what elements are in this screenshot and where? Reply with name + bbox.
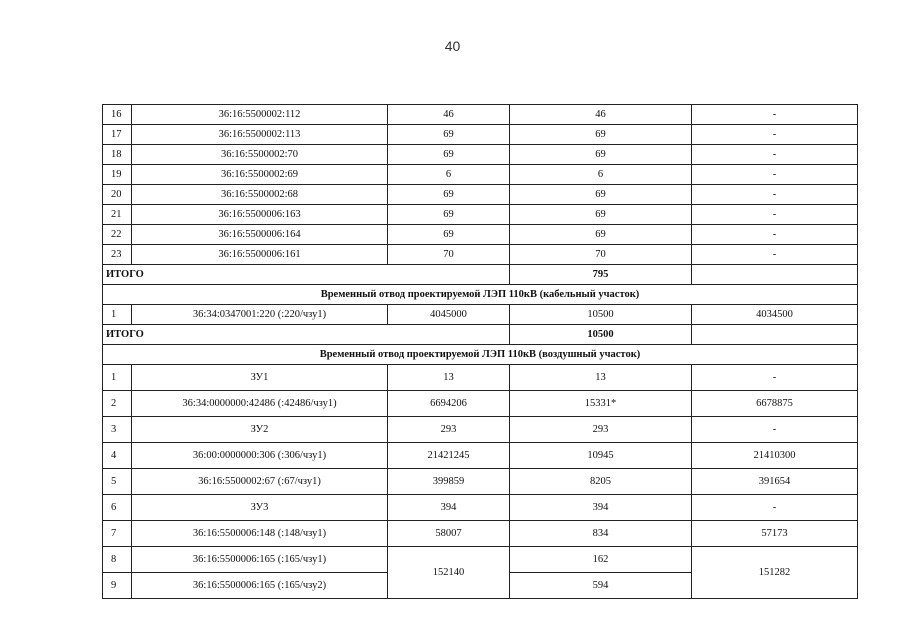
- table-row: 6 ЗУ3 394 394 -: [103, 495, 858, 521]
- table-row: 4 36:00:0000000:306 (:306/чзу1) 21421245 10945 21410300: [103, 443, 858, 469]
- table-row: 3 ЗУ2 293 293 -: [103, 417, 858, 443]
- table-row: 22 36:16:5500006:164 69 69 -: [103, 225, 858, 245]
- table-row: 20 36:16:5500002:68 69 69 -: [103, 185, 858, 205]
- land-plots-table: [102, 104, 858, 599]
- table-row: 9 36:16:5500006:165 (:165/чзу2) 594: [103, 573, 858, 599]
- table-row: 19 36:16:5500002:69 6 6 -: [103, 165, 858, 185]
- table-row: 7 36:16:5500006:148 (:148/чзу1) 58007 834 57173: [103, 521, 858, 547]
- table-row: 18 36:16:5500002:70 69 69 -: [103, 145, 858, 165]
- table-row: 23 36:16:5500006:161 70 70 -: [103, 245, 858, 265]
- table-row: 2 36:34:0000000:42486 (:42486/чзу1) 6694206 15331* 6678875: [103, 391, 858, 417]
- table-row: 5 36:16:5500002:67 (:67/чзу1) 399859 8205 391654: [103, 469, 858, 495]
- total-row: ИТОГО 795: [103, 265, 858, 285]
- merged-area-cell: 152140: [388, 547, 510, 599]
- page-number: 40: [444, 38, 461, 54]
- table-row: 1 ЗУ1 13 13 -: [103, 365, 858, 391]
- table-row: 21 36:16:5500006:163 69 69 -: [103, 205, 858, 225]
- table-row: 1 36:34:0347001:220 (:220/чзу1) 4045000 10500 4034500: [103, 305, 858, 325]
- section-header: Временный отвод проектируемой ЛЭП 110кВ (воздушный участок): [103, 345, 858, 365]
- table-row: 8 36:16:5500006:165 (:165/чзу1) 152140 162 151282: [103, 547, 858, 573]
- merged-rest-cell: 151282: [692, 547, 858, 599]
- table-row: 17 36:16:5500002:113 69 69 -: [103, 125, 858, 145]
- section-header: Временный отвод проектируемой ЛЭП 110кВ (кабельный участок): [103, 285, 858, 305]
- total-row: ИТОГО 10500: [103, 325, 858, 345]
- table-row: 16 36:16:5500002:112 46 46 -: [103, 105, 858, 125]
